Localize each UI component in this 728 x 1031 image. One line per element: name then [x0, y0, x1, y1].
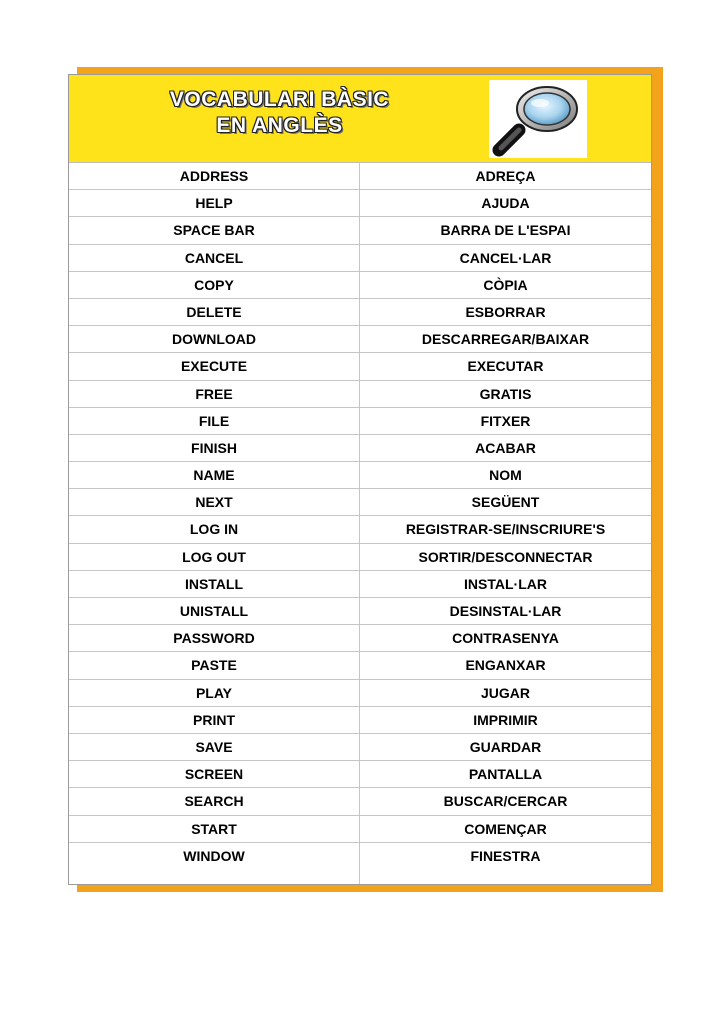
english-term: LOG OUT [182, 548, 246, 565]
table-row [69, 707, 651, 734]
catalan-term: COMENÇAR [464, 820, 547, 837]
english-term: COPY [194, 276, 234, 293]
magnifying-glass-icon [489, 80, 587, 158]
catalan-term: BARRA DE L'ESPAI [440, 222, 571, 239]
english-term: LOG IN [189, 521, 239, 538]
english-term-cell [69, 516, 359, 543]
english-term: PASTE [191, 657, 237, 674]
catalan-term: DESCARREGAR/BAIXAR [421, 331, 590, 348]
catalan-term-cell [360, 516, 651, 543]
catalan-term: NOM [489, 467, 522, 484]
catalan-term-cell [360, 245, 651, 272]
table-row [69, 571, 651, 598]
english-term-cell [69, 462, 359, 489]
english-term-cell [69, 816, 359, 843]
catalan-term: GRATIS [479, 385, 532, 402]
catalan-term-cell [360, 381, 651, 408]
catalan-term-cell [360, 435, 651, 462]
english-term-cell [69, 245, 359, 272]
catalan-term: IMPRIMIR [473, 711, 538, 728]
table-row [69, 544, 651, 571]
catalan-term-cell [360, 734, 651, 761]
catalan-term: SORTIR/DESCONNECTAR [418, 548, 593, 565]
english-term-cell [69, 761, 359, 788]
catalan-term: FITXER [480, 412, 531, 429]
catalan-term: PANTALLA [468, 766, 543, 783]
table-row [69, 326, 651, 353]
english-term-cell [69, 652, 359, 679]
catalan-term: FINESTRA [470, 847, 541, 864]
table-row [69, 625, 651, 652]
catalan-term-cell [360, 353, 651, 380]
table-row [69, 816, 651, 843]
catalan-term-cell [360, 163, 651, 190]
english-term-cell [69, 843, 359, 870]
catalan-term: GUARDAR [469, 738, 542, 755]
catalan-term-cell [360, 408, 651, 435]
english-term-cell [69, 734, 359, 761]
table-row [69, 788, 651, 815]
catalan-term: REGISTRAR-SE/INSCRIURE'S [405, 521, 606, 538]
catalan-term: ADREÇA [475, 168, 536, 184]
catalan-term-cell [360, 326, 651, 353]
catalan-term-cell [360, 544, 651, 571]
catalan-term: ESBORRAR [465, 303, 546, 320]
table-row [69, 680, 651, 707]
catalan-term-cell [360, 843, 651, 870]
english-term-cell [69, 190, 359, 217]
english-term: PASSWORD [173, 630, 255, 647]
table-row [69, 489, 651, 516]
english-term: SCREEN [184, 766, 244, 783]
english-term: EXECUTE [180, 358, 248, 375]
english-term: UNISTALL [179, 603, 249, 619]
english-term: FREE [195, 385, 233, 402]
catalan-term: CÒPIA [483, 276, 528, 293]
vocabulary-table [69, 163, 651, 870]
english-term-cell [69, 571, 359, 598]
catalan-term: ENGANXAR [465, 657, 546, 674]
catalan-term: AJUDA [481, 195, 530, 212]
english-term: PLAY [195, 684, 233, 701]
english-term-cell [69, 217, 359, 244]
table-row [69, 190, 651, 217]
table-row [69, 516, 651, 543]
catalan-term-cell [360, 680, 651, 707]
english-term-cell [69, 381, 359, 408]
table-row [69, 272, 651, 299]
english-term: ADDRESS [179, 168, 249, 184]
catalan-term-cell [360, 761, 651, 788]
catalan-term-cell [360, 571, 651, 598]
catalan-term-cell [360, 598, 651, 625]
english-term-cell [69, 408, 359, 435]
catalan-term-cell [360, 489, 651, 516]
catalan-term: CONTRASENYA [452, 630, 559, 647]
catalan-term: JUGAR [480, 684, 530, 701]
catalan-term: EXECUTAR [467, 358, 544, 375]
table-row [69, 598, 651, 625]
table-row [69, 843, 651, 870]
catalan-term-cell [360, 652, 651, 679]
table-row [69, 353, 651, 380]
english-term: PRINT [193, 711, 235, 728]
english-term-cell [69, 299, 359, 326]
catalan-term-cell [360, 299, 651, 326]
table-row [69, 734, 651, 761]
english-term-cell [69, 625, 359, 652]
english-term-cell [69, 707, 359, 734]
table-row [69, 381, 651, 408]
english-term: SEARCH [184, 793, 244, 810]
english-term: INSTALL [184, 575, 244, 592]
title-line-1: VOCABULARI BÀSIC [169, 88, 390, 111]
english-term-cell [69, 326, 359, 353]
english-term-cell [69, 435, 359, 462]
catalan-term-cell [360, 816, 651, 843]
sheet-header [69, 75, 651, 163]
english-term: SPACE BAR [173, 222, 255, 239]
catalan-term-cell [360, 788, 651, 815]
table-row [69, 435, 651, 462]
catalan-term-cell [360, 272, 651, 299]
vocabulary-sheet [68, 74, 652, 885]
english-term-cell [69, 272, 359, 299]
english-term-cell [69, 163, 359, 190]
english-term-cell [69, 598, 359, 625]
table-row [69, 245, 651, 272]
english-term-cell [69, 544, 359, 571]
catalan-term: CANCEL·LAR [459, 249, 552, 266]
english-term-cell [69, 353, 359, 380]
english-term: SAVE [195, 738, 233, 755]
table-row [69, 652, 651, 679]
catalan-term: BUSCAR/CERCAR [443, 793, 568, 810]
english-term: HELP [195, 195, 233, 212]
english-term: NEXT [195, 494, 233, 511]
table-row [69, 299, 651, 326]
english-term: FINISH [191, 439, 237, 456]
catalan-term-cell [360, 190, 651, 217]
table-row [69, 163, 651, 190]
english-term: DOWNLOAD [172, 331, 256, 348]
title-line-2: EN ANGLÈS [216, 114, 343, 137]
catalan-term-cell [360, 462, 651, 489]
catalan-term: SEGÜENT [471, 494, 540, 511]
table-row [69, 408, 651, 435]
catalan-term-cell [360, 217, 651, 244]
page-title [157, 87, 402, 139]
english-term: START [191, 820, 237, 837]
english-term-cell [69, 680, 359, 707]
table-row [69, 761, 651, 788]
english-term: DELETE [186, 303, 242, 320]
english-term: CANCEL [184, 249, 244, 266]
english-term: WINDOW [183, 847, 245, 864]
catalan-term-cell [360, 625, 651, 652]
english-term-cell [69, 489, 359, 516]
catalan-term: DESINSTAL·LAR [449, 603, 562, 619]
catalan-term: INSTAL·LAR [464, 575, 547, 592]
english-term: NAME [193, 467, 235, 484]
table-row [69, 462, 651, 489]
catalan-term-cell [360, 707, 651, 734]
table-row [69, 217, 651, 244]
english-term-cell [69, 788, 359, 815]
catalan-term: ACABAR [475, 439, 536, 456]
english-term: FILE [198, 412, 230, 429]
